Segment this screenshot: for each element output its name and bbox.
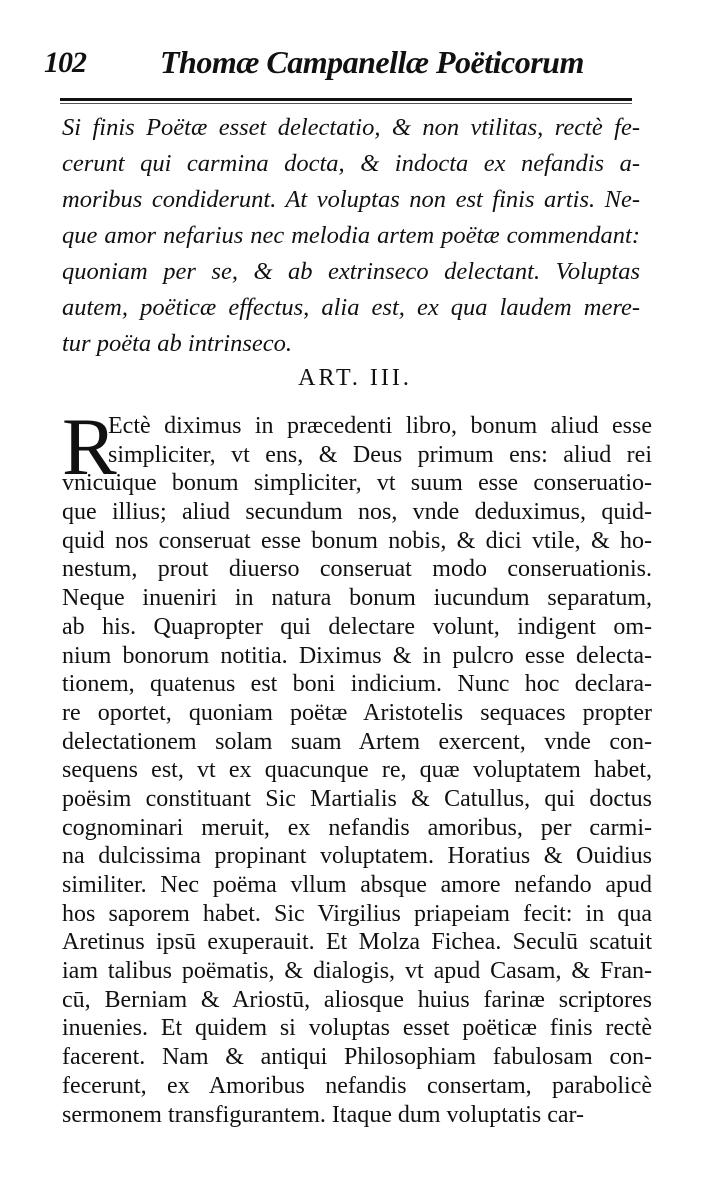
italic-line: quoniam per se, & ab extrinseco delectant. Voluptas: [62, 258, 640, 285]
body-line: vnicuique bonum simpliciter, vt suum esse conseruatio-: [62, 470, 652, 497]
body-line: nium bonorum notitia. Diximus & in pulcro esse delecta-: [62, 642, 652, 669]
body-line: simpliciter, vt ens, & Deus primum ens: aliud rei: [108, 441, 652, 468]
body-line: sermonem transfigurantem. Itaque dum voluptatis car-: [62, 1101, 585, 1128]
body-line: cognominari meruit, ex nefandis amoribus, per carmi-: [62, 814, 652, 841]
body-line: facerent. Nam & antiqui Philosophiam fabulosam con-: [62, 1044, 652, 1071]
italic-line: tur poëta ab intrinseco.: [62, 330, 293, 357]
italic-line: autem, poëticæ effectus, alia est, ex qua laudem mere-: [62, 294, 640, 321]
body-line: poësim constituant Sic Martialis & Catullus, qui doctus: [62, 785, 652, 812]
body-line: na dulcissima propinant voluptatem. Horatius & Ouidius: [62, 843, 652, 870]
body-line: ab his. Quapropter qui delectare volunt, indigent om-: [62, 613, 652, 640]
body-line: iam talibus poëmatis, & dialogis, vt apud Casam, & Fran-: [62, 958, 652, 985]
header-rule: [60, 98, 632, 101]
body-line: Aretinus ipsū exuperauit. Et Molza Fichea. Seculū scatuit: [62, 929, 652, 956]
italic-argument: [62, 110, 640, 362]
italic-line: moribus condiderunt. At voluptas non est finis artis. Ne-: [62, 186, 640, 213]
italic-line: Si finis Poëtæ esset delectatio, & non vtilitas, rectè fe-: [62, 114, 640, 141]
body-text: [62, 401, 652, 1129]
body-line: fecerunt, ex Amoribus nefandis consertam, parabolicè: [62, 1072, 652, 1099]
body-line: cū, Berniam & Ariostū, aliosque huius farinæ scriptores: [62, 986, 652, 1013]
body-line: sequens est, vt ex quacunque re, quæ voluptatem habet,: [62, 757, 652, 784]
body-line: tionem, quatenus est boni indicium. Nunc hoc declara-: [62, 671, 652, 698]
header-rule-thin: [60, 103, 632, 104]
drop-cap: R: [62, 401, 117, 492]
body-line: re oportet, quoniam poëtæ Aristotelis sequaces propter: [62, 699, 652, 726]
italic-line: cerunt qui carmina docta, & indocta ex nefandis a-: [62, 150, 640, 177]
body-line: Neque inueniri in natura bonum iucundum separatum,: [62, 585, 652, 612]
body-line: Ectè diximus in præcedenti libro, bonum aliud esse: [108, 413, 652, 439]
body-line: que illius; aliud secundum nos, vnde deduximus, quid-: [62, 499, 652, 526]
body-line: hos saporem habet. Sic Virgilius priapeiam fecit: in qua: [62, 900, 652, 927]
body-line: quid nos conseruat esse bonum nobis, & dici vtile, & ho-: [62, 527, 652, 554]
body-line: similiter. Nec poëma vllum absque amore nefando apud: [62, 872, 652, 898]
running-title: Thomæ Campanellæ Poëticorum: [160, 44, 584, 80]
body-line: nestum, prout diuerso conseruat modo conseruationis.: [62, 556, 652, 583]
body-line: delectationem solam suam Artem exercent, vnde con-: [62, 728, 652, 755]
page-header: [40, 38, 640, 82]
page-number: 102: [44, 46, 86, 79]
section-heading: ART. III.: [298, 365, 412, 391]
italic-line: que amor nefarius nec melodia artem poëtæ commendant:: [62, 222, 640, 249]
body-line: inuenies. Et quidem si voluptas esset poëticæ finis rectè: [62, 1015, 652, 1042]
